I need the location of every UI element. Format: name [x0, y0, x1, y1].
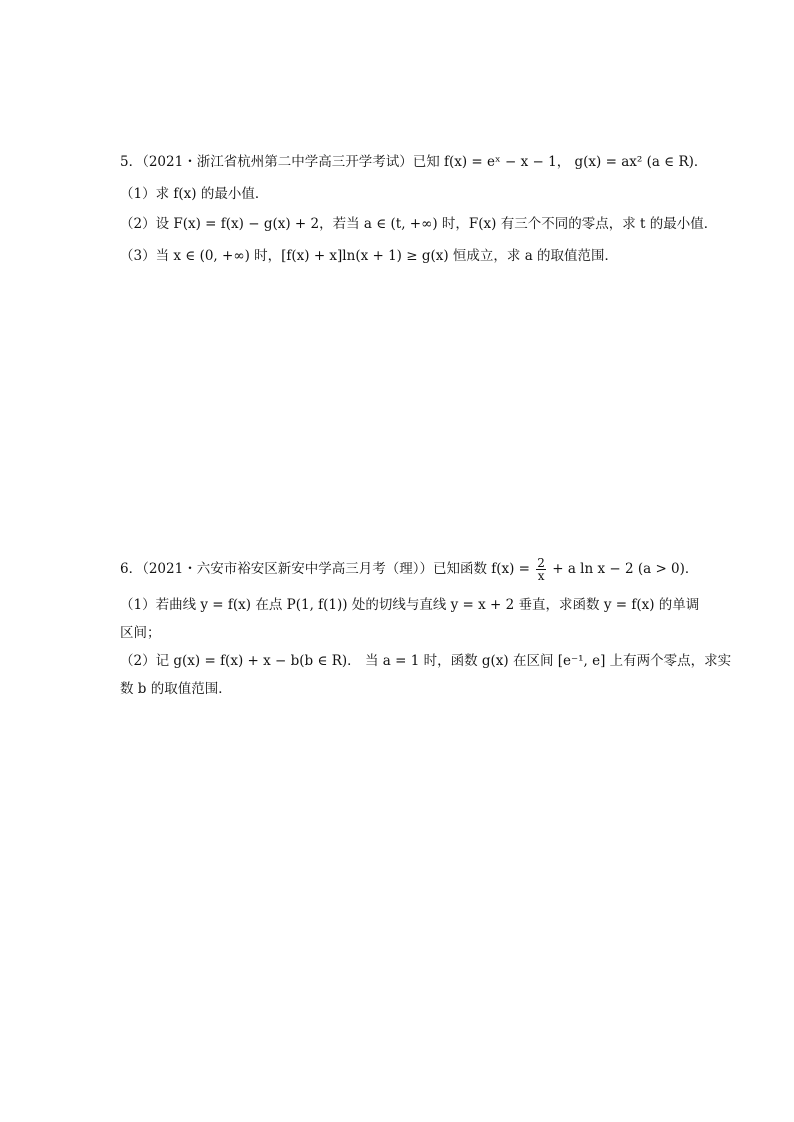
problem-6-part-2-line-1: （2）记 g(x) = f(x) + x − b(b ∈ R)． 当 a = 1 时，函数 g(x) 在区间 [e⁻¹, e] 上有两个零点，求实 [120, 653, 732, 669]
problem-6-header [120, 556, 699, 583]
problem-6-header-text-rest: + a ln x − 2 (a > 0)． [552, 561, 699, 577]
problem-5-part-3: （3）当 x ∈ (0, +∞) 时，[f(x) + x]ln(x + 1) ≥ g(x) 恒成立，求 a 的取值范围． [120, 248, 619, 264]
problem-6-header-text: 6．（2021・六安市裕安区新安中学高三月考（理））已知函数 f(x) = [120, 561, 530, 577]
problem-5-part-1: （1）求 f(x) 的最小值． [120, 186, 269, 202]
problem-5-header: 5．（2021・浙江省杭州第二中学高三开学考试）已知 f(x) = eˣ − x − 1， g(x) = ax² (a ∈ R)． [120, 154, 708, 170]
problem-5-part-2: （2）设 F(x) = f(x) − g(x) + 2，若当 a ∈ (t, +∞) 时，F(x) 有三个不同的零点，求 t 的最小值． [120, 216, 718, 232]
problem-6-part-1-line-2: 区间； [120, 625, 161, 641]
fraction-denominator: x [537, 569, 545, 583]
problem-6-part-1-line-1: （1）若曲线 y = f(x) 在点 P(1, f(1)) 处的切线与直线 y = x + 2 垂直，求函数 y = f(x) 的单调 [120, 597, 700, 613]
fraction-numerator: 2 [537, 556, 545, 570]
fraction-2-over-x [536, 557, 546, 582]
problem-6-part-2-line-2: 数 b 的取值范围． [120, 681, 232, 697]
